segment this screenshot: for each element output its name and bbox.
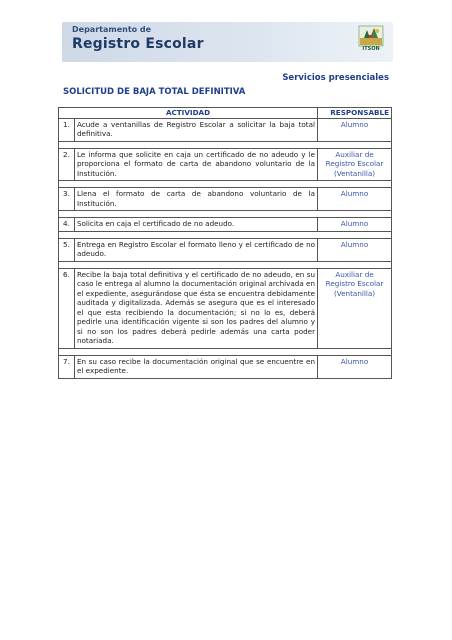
step-activity: Llena el formato de carta de abandono voluntario de la Institución. <box>74 188 317 211</box>
spacer-cell <box>318 141 392 148</box>
spacer-cell <box>318 181 392 188</box>
row-spacer <box>59 348 392 355</box>
step-number: 7. <box>59 355 75 378</box>
spacer-cell <box>59 211 75 218</box>
spacer-cell <box>59 231 75 238</box>
step-number: 5. <box>59 238 75 261</box>
row-spacer <box>59 211 392 218</box>
step-activity: En su caso recibe la documentación original que se encuentre en el expediente. <box>74 355 317 378</box>
column-header-responsible: RESPONSABLE <box>318 108 392 119</box>
activity-table <box>58 107 392 379</box>
spacer-cell <box>59 348 75 355</box>
step-responsible: Alumno <box>318 355 392 378</box>
step-responsible: Alumno <box>318 218 392 232</box>
spacer-cell <box>74 348 317 355</box>
itson-logo-icon <box>358 25 384 61</box>
step-activity: Entrega en Registro Escolar el formato lleno y el certificado de no adeudo. <box>74 238 317 261</box>
table-row <box>59 268 392 348</box>
step-number: 4. <box>59 218 75 232</box>
step-activity: Solicita en caja el certificado de no adeudo. <box>74 218 317 232</box>
table-header-row <box>59 108 392 119</box>
department-name: Registro Escolar <box>72 36 204 52</box>
row-spacer <box>59 231 392 238</box>
spacer-cell <box>318 211 392 218</box>
spacer-cell <box>59 261 75 268</box>
section-label: Servicios presenciales <box>282 73 389 83</box>
step-activity: Le informa que solicite en caja un certificado de no adeudo y le proporciona el formato de carta de abandono voluntario de la Institución. <box>74 148 317 181</box>
spacer-cell <box>74 141 317 148</box>
spacer-cell <box>318 231 392 238</box>
step-number: 2. <box>59 148 75 181</box>
step-responsible: Auxiliar de Registro Escolar (Ventanilla) <box>318 268 392 348</box>
step-number: 3. <box>59 188 75 211</box>
step-activity: Recibe la baja total definitiva y el certificado de no adeudo, en su caso le entrega al alumno la documentación original archivada en el expediente, asegurándose que ésta se encuentra debidamente auditada y digitalizada. Además se asegura que es el interesado el que esta recibiendo la documentación; si no lo es, deberá pedirle una identificación vigente si son los padres del alumno y si no son los padres deberá pedirle además una carta poder notariada. <box>74 268 317 348</box>
step-responsible: Alumno <box>318 238 392 261</box>
spacer-cell <box>59 141 75 148</box>
spacer-cell <box>74 211 317 218</box>
spacer-cell <box>318 348 392 355</box>
spacer-cell <box>318 261 392 268</box>
step-number: 6. <box>59 268 75 348</box>
row-spacer <box>59 181 392 188</box>
table-row <box>59 148 392 181</box>
table-row <box>59 118 392 141</box>
table-row <box>59 355 392 378</box>
spacer-cell <box>74 181 317 188</box>
row-spacer <box>59 141 392 148</box>
table-row <box>59 188 392 211</box>
document-title: SOLICITUD DE BAJA TOTAL DEFINITIVA <box>63 87 246 97</box>
row-spacer <box>59 261 392 268</box>
spacer-cell <box>59 181 75 188</box>
step-responsible: Alumno <box>318 188 392 211</box>
step-responsible: Alumno <box>318 118 392 141</box>
step-activity: Acude a ventanillas de Registro Escolar a solicitar la baja total definitiva. <box>74 118 317 141</box>
step-number: 1. <box>59 118 75 141</box>
table-row <box>59 238 392 261</box>
spacer-cell <box>74 231 317 238</box>
spacer-cell <box>74 261 317 268</box>
step-responsible: Auxiliar de Registro Escolar (Ventanilla) <box>318 148 392 181</box>
department-label: Departamento de <box>72 25 152 34</box>
logo-text: ITSON <box>362 46 380 52</box>
table-row <box>59 218 392 232</box>
column-header-activity: ACTIVIDAD <box>59 108 318 119</box>
